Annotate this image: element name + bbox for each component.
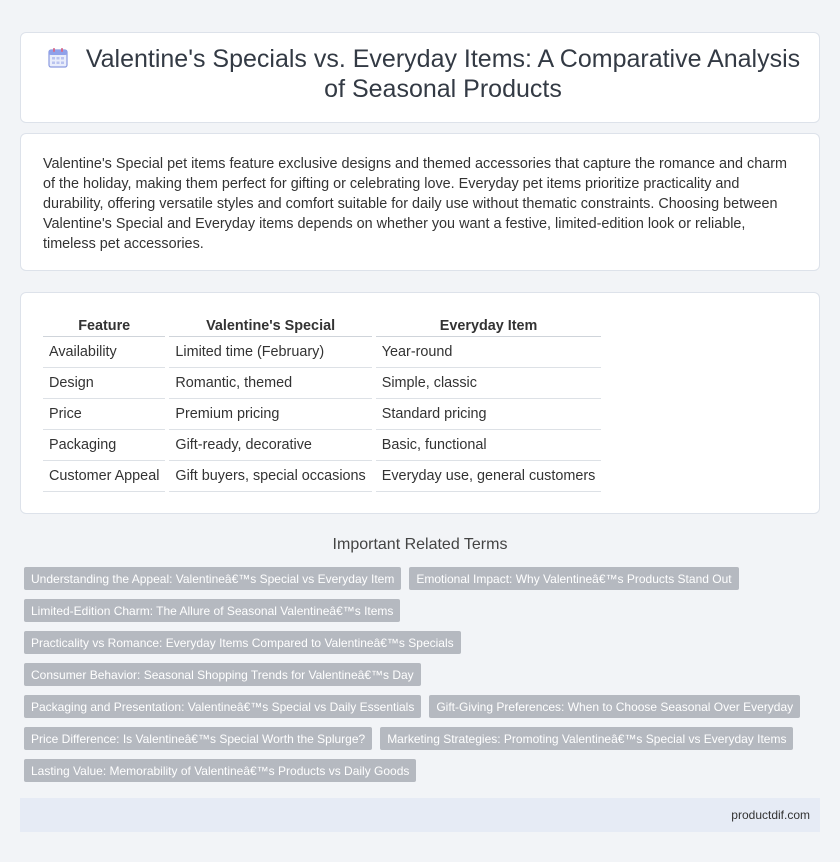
table-cell: Standard pricing bbox=[374, 399, 602, 430]
table-cell: Romantic, themed bbox=[167, 368, 373, 399]
table-cell: Gift-ready, decorative bbox=[167, 430, 373, 461]
table-row bbox=[43, 368, 601, 399]
related-term-link[interactable]: Marketing Strategies: Promoting Valentineâ€™s Special vs Everyday Items bbox=[380, 727, 793, 750]
related-term-link[interactable]: Packaging and Presentation: Valentineâ€™s Special vs Daily Essentials bbox=[24, 695, 421, 718]
calendar-icon bbox=[47, 47, 69, 69]
related-term-link[interactable]: Lasting Value: Memorability of Valentineâ€™s Products vs Daily Goods bbox=[24, 759, 416, 782]
table-cell: Year-round bbox=[374, 337, 602, 368]
intro-card bbox=[20, 133, 820, 271]
table-cell: Simple, classic bbox=[374, 368, 602, 399]
table-row bbox=[43, 430, 601, 461]
footer-site-name[interactable]: productdif.com bbox=[731, 808, 810, 822]
footer bbox=[20, 798, 820, 832]
table-cell: Everyday use, general customers bbox=[374, 461, 602, 492]
page-title: Valentine's Specials vs. Everyday Items: A Comparative Analysis of Seasonal Products bbox=[85, 45, 801, 103]
table-cell: Packaging bbox=[43, 430, 167, 461]
column-header-everyday: Everyday Item bbox=[374, 315, 602, 337]
comparison-table-card bbox=[20, 292, 820, 514]
related-term-link[interactable]: Practicality vs Romance: Everyday Items Compared to Valentineâ€™s Specials bbox=[24, 631, 461, 654]
related-terms-list bbox=[24, 567, 820, 782]
related-term-link[interactable]: Limited-Edition Charm: The Allure of Seasonal Valentineâ€™s Items bbox=[24, 599, 400, 622]
related-term-link[interactable]: Emotional Impact: Why Valentineâ€™s Products Stand Out bbox=[409, 567, 738, 590]
table-row bbox=[43, 461, 601, 492]
related-term-link[interactable]: Consumer Behavior: Seasonal Shopping Trends for Valentineâ€™s Day bbox=[24, 663, 421, 686]
related-term-link[interactable]: Understanding the Appeal: Valentineâ€™s Special vs Everyday Item bbox=[24, 567, 401, 590]
header-card bbox=[20, 32, 820, 123]
table-cell: Gift buyers, special occasions bbox=[167, 461, 373, 492]
intro-paragraph: Valentine's Special pet items feature exclusive designs and themed accessories that capture the romance and charm of the holiday, making them perfect for gifting or celebrating love. Everyday pet items prioritize practicality and durability, offering versatile styles and comfort suitable for daily use without thematic constraints. Choosing between Valentine's Special and Everyday items depends on whether you want a festive, limited-edition look or reliable, timeless pet accessories. bbox=[43, 156, 788, 252]
related-term-link[interactable]: Price Difference: Is Valentineâ€™s Special Worth the Splurge? bbox=[24, 727, 372, 750]
table-row bbox=[43, 399, 601, 430]
table-header-row bbox=[43, 315, 601, 337]
comparison-table bbox=[43, 315, 601, 492]
related-term-link[interactable]: Gift-Giving Preferences: When to Choose Seasonal Over Everyday bbox=[429, 695, 800, 718]
table-cell: Design bbox=[43, 368, 167, 399]
table-cell: Customer Appeal bbox=[43, 461, 167, 492]
table-cell: Availability bbox=[43, 337, 167, 368]
table-cell: Basic, functional bbox=[374, 430, 602, 461]
column-header-feature: Feature bbox=[43, 315, 167, 337]
column-header-valentines: Valentine's Special bbox=[167, 315, 373, 337]
table-cell: Premium pricing bbox=[167, 399, 373, 430]
related-terms-heading: Important Related Terms bbox=[332, 536, 508, 553]
table-row bbox=[43, 337, 601, 368]
table-cell: Limited time (February) bbox=[167, 337, 373, 368]
table-cell: Price bbox=[43, 399, 167, 430]
